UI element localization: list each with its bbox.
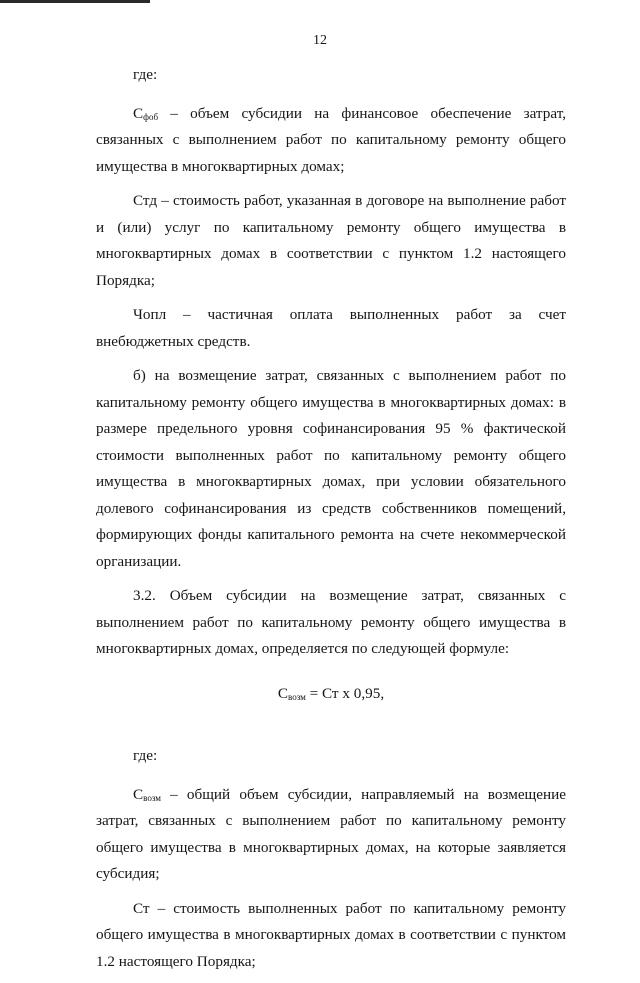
scan-top-rule [0, 0, 150, 3]
page-number: 12 [313, 33, 327, 48]
paragraph-st: Ст – стоимость выполненных работ по капитальному ремонту общего имущества в многоквартирных домах в соответствии с пунктом 1.2 настоящего Порядка; [96, 899, 566, 970]
formula-expression: = Ст х 0,95, [305, 684, 385, 702]
paragraph-c-vozm [96, 782, 566, 888]
paragraph-3-2: 3.2. Объем субсидии на возмещение затрат, связанных с выполнением работ по капитальному ремонту общего имущества в многоквартирных домах, определяется по следующей формуле: [96, 587, 566, 657]
paragraph-std: Стд – стоимость работ, указанная в договоре на выполнение работ и (или) услуг по капитальному ремонту общего имущества в многоквартирных домах в соответствии с пунктом 1.2 настоящего Порядка; [96, 192, 566, 289]
symbol-subscript: возм [143, 792, 161, 803]
paragraph-c-fob [96, 101, 566, 181]
formula-subscript: возм [288, 691, 306, 702]
definition-text: – общий объем субсидии, направляемый на возмещение затрат, связанных с выполнением работ по капитальному ремонту общего имущества в многоквартирных домах, на которые заявляется субсидия; [96, 785, 566, 882]
symbol-subscript: фоб [143, 111, 159, 122]
formula [96, 681, 566, 708]
where-label-2: где: [133, 747, 158, 764]
document-body [96, 62, 566, 983]
definition-text: – объем субсидии на финансовое обеспечение затрат, связанных с выполнением работ по капитальному ремонту общего имущества в многоквартирных домах; [96, 104, 566, 175]
symbol-c: С [133, 104, 144, 122]
where-label: где: [133, 66, 158, 83]
symbol-c: С [133, 785, 144, 803]
paragraph-chopl: Чопл – частичная оплата выполненных работ за счет внебюджетных средств. [96, 306, 566, 350]
paragraph-b: б) на возмещение затрат, связанных с выполнением работ по капитальному ремонту общего имущества в многоквартирных домах: в размере предельного уровня софинансирования 95 % фактической стоимости выполненных работ по капитальному ремонту общего имущества в многоквартирных домах, при условии обязательного долевого софинансирования из средств собственников помещений, формирующих фонды капитального ремонта на счете некоммерческой организации. [96, 367, 566, 570]
formula-symbol: С [277, 684, 289, 702]
